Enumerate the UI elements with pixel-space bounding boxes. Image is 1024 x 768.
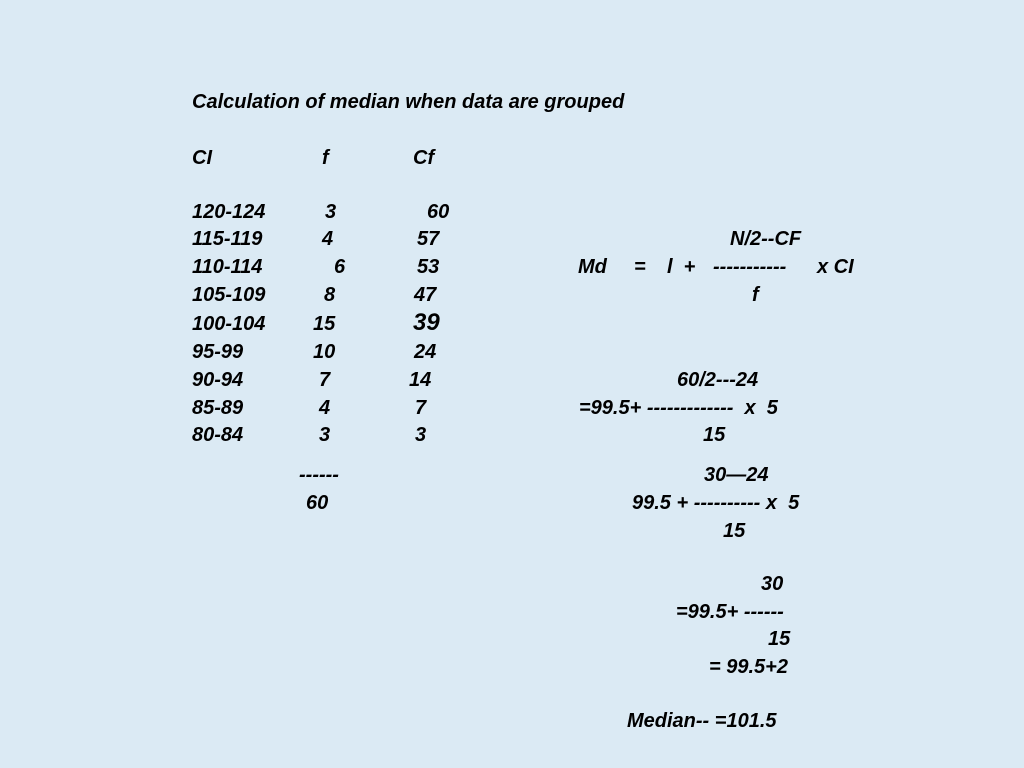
table-cell-f: 4 xyxy=(319,397,331,419)
formula-fraction-bar: ----------- xyxy=(713,256,787,278)
formula-denominator: f xyxy=(752,284,759,306)
formula-equals: = xyxy=(634,256,646,278)
step3-numerator: 30 xyxy=(761,573,784,595)
calculation-step-4: = 99.5+2 xyxy=(709,656,788,678)
header-cf: Cf xyxy=(413,147,435,169)
table-cell-cf: 57 xyxy=(417,228,440,250)
table-cell-ci: 85-89 xyxy=(192,397,244,419)
table-cell-ci: 120-124 xyxy=(192,201,266,223)
formula-times-ci: x CI xyxy=(817,256,854,278)
table-cell-ci: 105-109 xyxy=(192,284,266,306)
table-cell-ci: 100-104 xyxy=(192,313,266,335)
step2-line: 99.5 + ---------- x 5 xyxy=(632,492,800,514)
formula-l-plus: l + xyxy=(667,256,696,278)
page-title: Calculation of median when data are grouped xyxy=(192,91,625,113)
total-rule: ------ xyxy=(299,464,339,486)
step1-denominator: 15 xyxy=(703,424,726,446)
table-cell-f: 7 xyxy=(319,369,331,391)
step2-denominator: 15 xyxy=(723,520,746,542)
step3-line: =99.5+ ------ xyxy=(676,601,784,623)
table-cell-ci: 95-99 xyxy=(192,341,244,363)
step2-numerator: 30—24 xyxy=(704,464,769,486)
table-cell-f: 3 xyxy=(319,424,331,446)
table-cell-ci: 90-94 xyxy=(192,369,244,391)
step3-denominator: 15 xyxy=(768,628,791,650)
table-cell-cf: 60 xyxy=(427,201,450,223)
formula-md-label: Md xyxy=(578,256,607,278)
table-cell-cf: 47 xyxy=(414,284,437,306)
total-value: 60 xyxy=(306,492,329,514)
table-cell-f: 4 xyxy=(322,228,334,250)
table-cell-cf: 24 xyxy=(414,341,437,363)
table-cell-f: 3 xyxy=(325,201,337,223)
formula-numerator: N/2--CF xyxy=(730,228,802,250)
median-result: Median-- =101.5 xyxy=(627,710,777,732)
header-ci: CI xyxy=(192,147,212,169)
header-f: f xyxy=(322,147,329,169)
table-cell-cf: 7 xyxy=(415,397,427,419)
table-cell-cf: 39 xyxy=(413,309,440,336)
table-cell-f: 10 xyxy=(313,341,336,363)
table-cell-ci: 115-119 xyxy=(192,228,263,250)
table-cell-f: 8 xyxy=(324,284,336,306)
step1-line: =99.5+ ------------- x 5 xyxy=(579,397,778,419)
table-cell-f: 15 xyxy=(313,313,336,335)
table-cell-cf: 3 xyxy=(415,424,427,446)
table-cell-ci: 80-84 xyxy=(192,424,244,446)
table-cell-f: 6 xyxy=(334,256,346,278)
step1-numerator: 60/2---24 xyxy=(677,369,759,391)
table-cell-ci: 110-114 xyxy=(192,256,263,278)
table-cell-cf: 14 xyxy=(409,369,432,391)
table-cell-cf: 53 xyxy=(417,256,440,278)
